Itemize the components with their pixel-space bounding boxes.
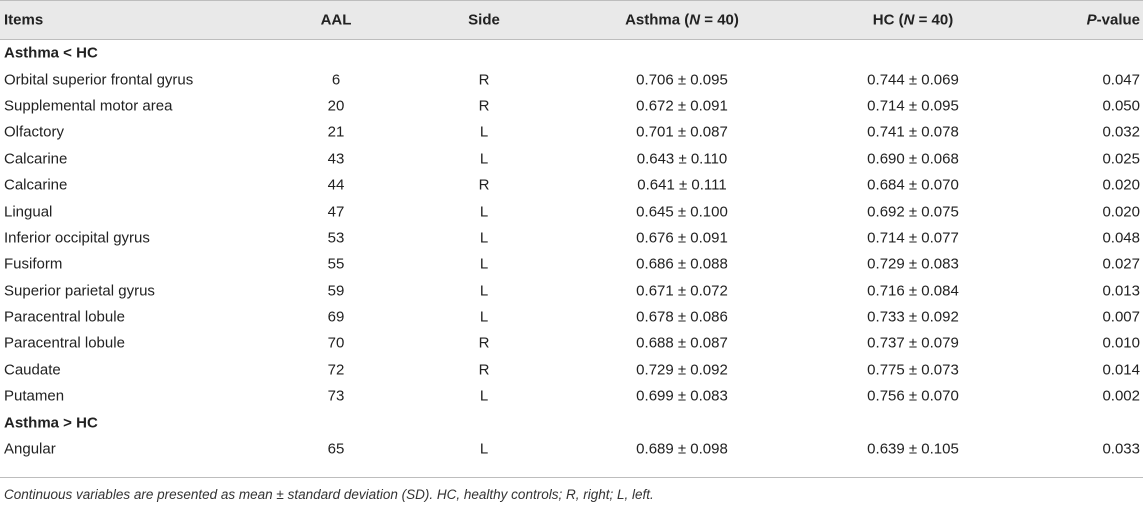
cell-hc: 0.714 ± 0.095 bbox=[867, 97, 959, 115]
cell-item: Calcarine bbox=[4, 150, 68, 168]
cell-hc: 0.716 ± 0.084 bbox=[867, 282, 959, 300]
cell-aal: 20 bbox=[327, 97, 345, 115]
cell-asthma: 0.706 ± 0.095 bbox=[636, 71, 728, 89]
table-row bbox=[0, 383, 1143, 409]
cell-aal: 21 bbox=[327, 123, 345, 141]
table-row bbox=[0, 66, 1143, 92]
cell-asthma: 0.672 ± 0.091 bbox=[636, 97, 728, 115]
cell-asthma: 0.676 ± 0.091 bbox=[636, 229, 728, 247]
cell-item: Putamen bbox=[4, 387, 65, 405]
cell-hc: 0.744 ± 0.069 bbox=[867, 71, 959, 89]
cell-p-value: 0.025 bbox=[1102, 150, 1140, 168]
header-asthma: Asthma (N = 40) bbox=[625, 11, 739, 29]
cell-hc: 0.729 ± 0.083 bbox=[867, 255, 959, 273]
cell-p-value: 0.020 bbox=[1102, 176, 1140, 194]
table-row bbox=[0, 330, 1143, 356]
cell-aal: 59 bbox=[327, 282, 345, 300]
cell-hc: 0.690 ± 0.068 bbox=[867, 150, 959, 168]
cell-item: Paracentral lobule bbox=[4, 308, 125, 326]
table-row bbox=[0, 436, 1143, 462]
cell-side: R bbox=[478, 97, 490, 115]
table-row bbox=[0, 225, 1143, 251]
cell-asthma: 0.689 ± 0.098 bbox=[636, 440, 728, 458]
cell-hc: 0.741 ± 0.078 bbox=[867, 123, 959, 141]
cell-aal: 65 bbox=[327, 440, 345, 458]
header-hc: HC (N = 40) bbox=[872, 11, 954, 29]
cell-side: L bbox=[479, 229, 489, 247]
cell-asthma: 0.699 ± 0.083 bbox=[636, 387, 728, 405]
cell-aal: 55 bbox=[327, 255, 345, 273]
cell-asthma: 0.678 ± 0.086 bbox=[636, 308, 728, 326]
cell-p-value: 0.032 bbox=[1102, 123, 1140, 141]
cell-hc: 0.775 ± 0.073 bbox=[867, 361, 959, 379]
cell-side: R bbox=[478, 361, 490, 379]
cell-side: R bbox=[478, 71, 490, 89]
table-body bbox=[0, 40, 1143, 462]
cell-item: Inferior occipital gyrus bbox=[4, 229, 150, 247]
cell-side: L bbox=[479, 282, 489, 300]
table-footnote: Continuous variables are presented as mean ± standard deviation (SD). HC, healthy controls; R, right; L, left. bbox=[4, 487, 654, 502]
cell-side: R bbox=[478, 176, 490, 194]
cell-item: Olfactory bbox=[4, 123, 65, 141]
cell-p-value: 0.010 bbox=[1102, 334, 1140, 352]
cell-aal: 70 bbox=[327, 334, 345, 352]
table-row bbox=[0, 119, 1143, 145]
cell-p-value: 0.020 bbox=[1102, 203, 1140, 221]
cell-side: L bbox=[479, 255, 489, 273]
cell-hc: 0.639 ± 0.105 bbox=[867, 440, 959, 458]
table-row bbox=[0, 198, 1143, 224]
cell-p-value: 0.014 bbox=[1102, 361, 1140, 379]
header-aal: AAL bbox=[320, 11, 352, 29]
cell-asthma: 0.645 ± 0.100 bbox=[636, 203, 728, 221]
cell-side: R bbox=[478, 334, 490, 352]
cell-item: Caudate bbox=[4, 361, 61, 379]
cell-aal: 6 bbox=[331, 71, 341, 89]
group-label: Asthma > HC bbox=[4, 414, 98, 432]
group-header-row bbox=[0, 40, 1143, 66]
cell-side: L bbox=[479, 150, 489, 168]
table-header bbox=[0, 0, 1143, 40]
cell-asthma: 0.688 ± 0.087 bbox=[636, 334, 728, 352]
cell-aal: 43 bbox=[327, 150, 345, 168]
table-bottom-rule bbox=[0, 477, 1143, 478]
cell-side: L bbox=[479, 308, 489, 326]
cell-hc: 0.684 ± 0.070 bbox=[867, 176, 959, 194]
header-p-value: P-value bbox=[1086, 11, 1140, 29]
cell-asthma: 0.701 ± 0.087 bbox=[636, 123, 728, 141]
cell-p-value: 0.013 bbox=[1102, 282, 1140, 300]
table-row bbox=[0, 304, 1143, 330]
table-row bbox=[0, 251, 1143, 277]
cell-item: Calcarine bbox=[4, 176, 68, 194]
cell-hc: 0.737 ± 0.079 bbox=[867, 334, 959, 352]
cell-asthma: 0.729 ± 0.092 bbox=[636, 361, 728, 379]
cell-item: Angular bbox=[4, 440, 56, 458]
group-header-row bbox=[0, 409, 1143, 435]
cell-aal: 73 bbox=[327, 387, 345, 405]
cell-asthma: 0.643 ± 0.110 bbox=[636, 150, 728, 168]
cell-aal: 69 bbox=[327, 308, 345, 326]
cell-side: L bbox=[479, 123, 489, 141]
group-label: Asthma < HC bbox=[4, 44, 98, 62]
cell-p-value: 0.048 bbox=[1102, 229, 1140, 247]
table-row bbox=[0, 93, 1143, 119]
table-row bbox=[0, 172, 1143, 198]
cell-side: L bbox=[479, 203, 489, 221]
cell-p-value: 0.007 bbox=[1102, 308, 1140, 326]
cell-asthma: 0.671 ± 0.072 bbox=[636, 282, 728, 300]
cell-item: Paracentral lobule bbox=[4, 334, 125, 352]
cell-p-value: 0.033 bbox=[1102, 440, 1140, 458]
cell-p-value: 0.002 bbox=[1102, 387, 1140, 405]
cell-item: Fusiform bbox=[4, 255, 63, 273]
cell-asthma: 0.641 ± 0.111 bbox=[637, 176, 727, 194]
cell-item: Lingual bbox=[4, 203, 53, 221]
cell-hc: 0.733 ± 0.092 bbox=[867, 308, 959, 326]
cell-hc: 0.692 ± 0.075 bbox=[867, 203, 959, 221]
cell-p-value: 0.047 bbox=[1102, 71, 1140, 89]
cell-aal: 47 bbox=[327, 203, 345, 221]
cell-aal: 72 bbox=[327, 361, 345, 379]
cell-p-value: 0.050 bbox=[1102, 97, 1140, 115]
cell-item: Supplemental motor area bbox=[4, 97, 173, 115]
table-row bbox=[0, 146, 1143, 172]
cell-aal: 53 bbox=[327, 229, 345, 247]
header-side: Side bbox=[468, 11, 500, 29]
table-row bbox=[0, 278, 1143, 304]
cell-side: L bbox=[479, 440, 489, 458]
header-items: Items bbox=[4, 11, 44, 29]
cell-p-value: 0.027 bbox=[1102, 255, 1140, 273]
cell-aal: 44 bbox=[327, 176, 345, 194]
cell-item: Superior parietal gyrus bbox=[4, 282, 155, 300]
cell-hc: 0.714 ± 0.077 bbox=[867, 229, 959, 247]
cell-asthma: 0.686 ± 0.088 bbox=[636, 255, 728, 273]
cell-side: L bbox=[479, 387, 489, 405]
cell-item: Orbital superior frontal gyrus bbox=[4, 71, 194, 89]
cell-hc: 0.756 ± 0.070 bbox=[867, 387, 959, 405]
table-row bbox=[0, 357, 1143, 383]
